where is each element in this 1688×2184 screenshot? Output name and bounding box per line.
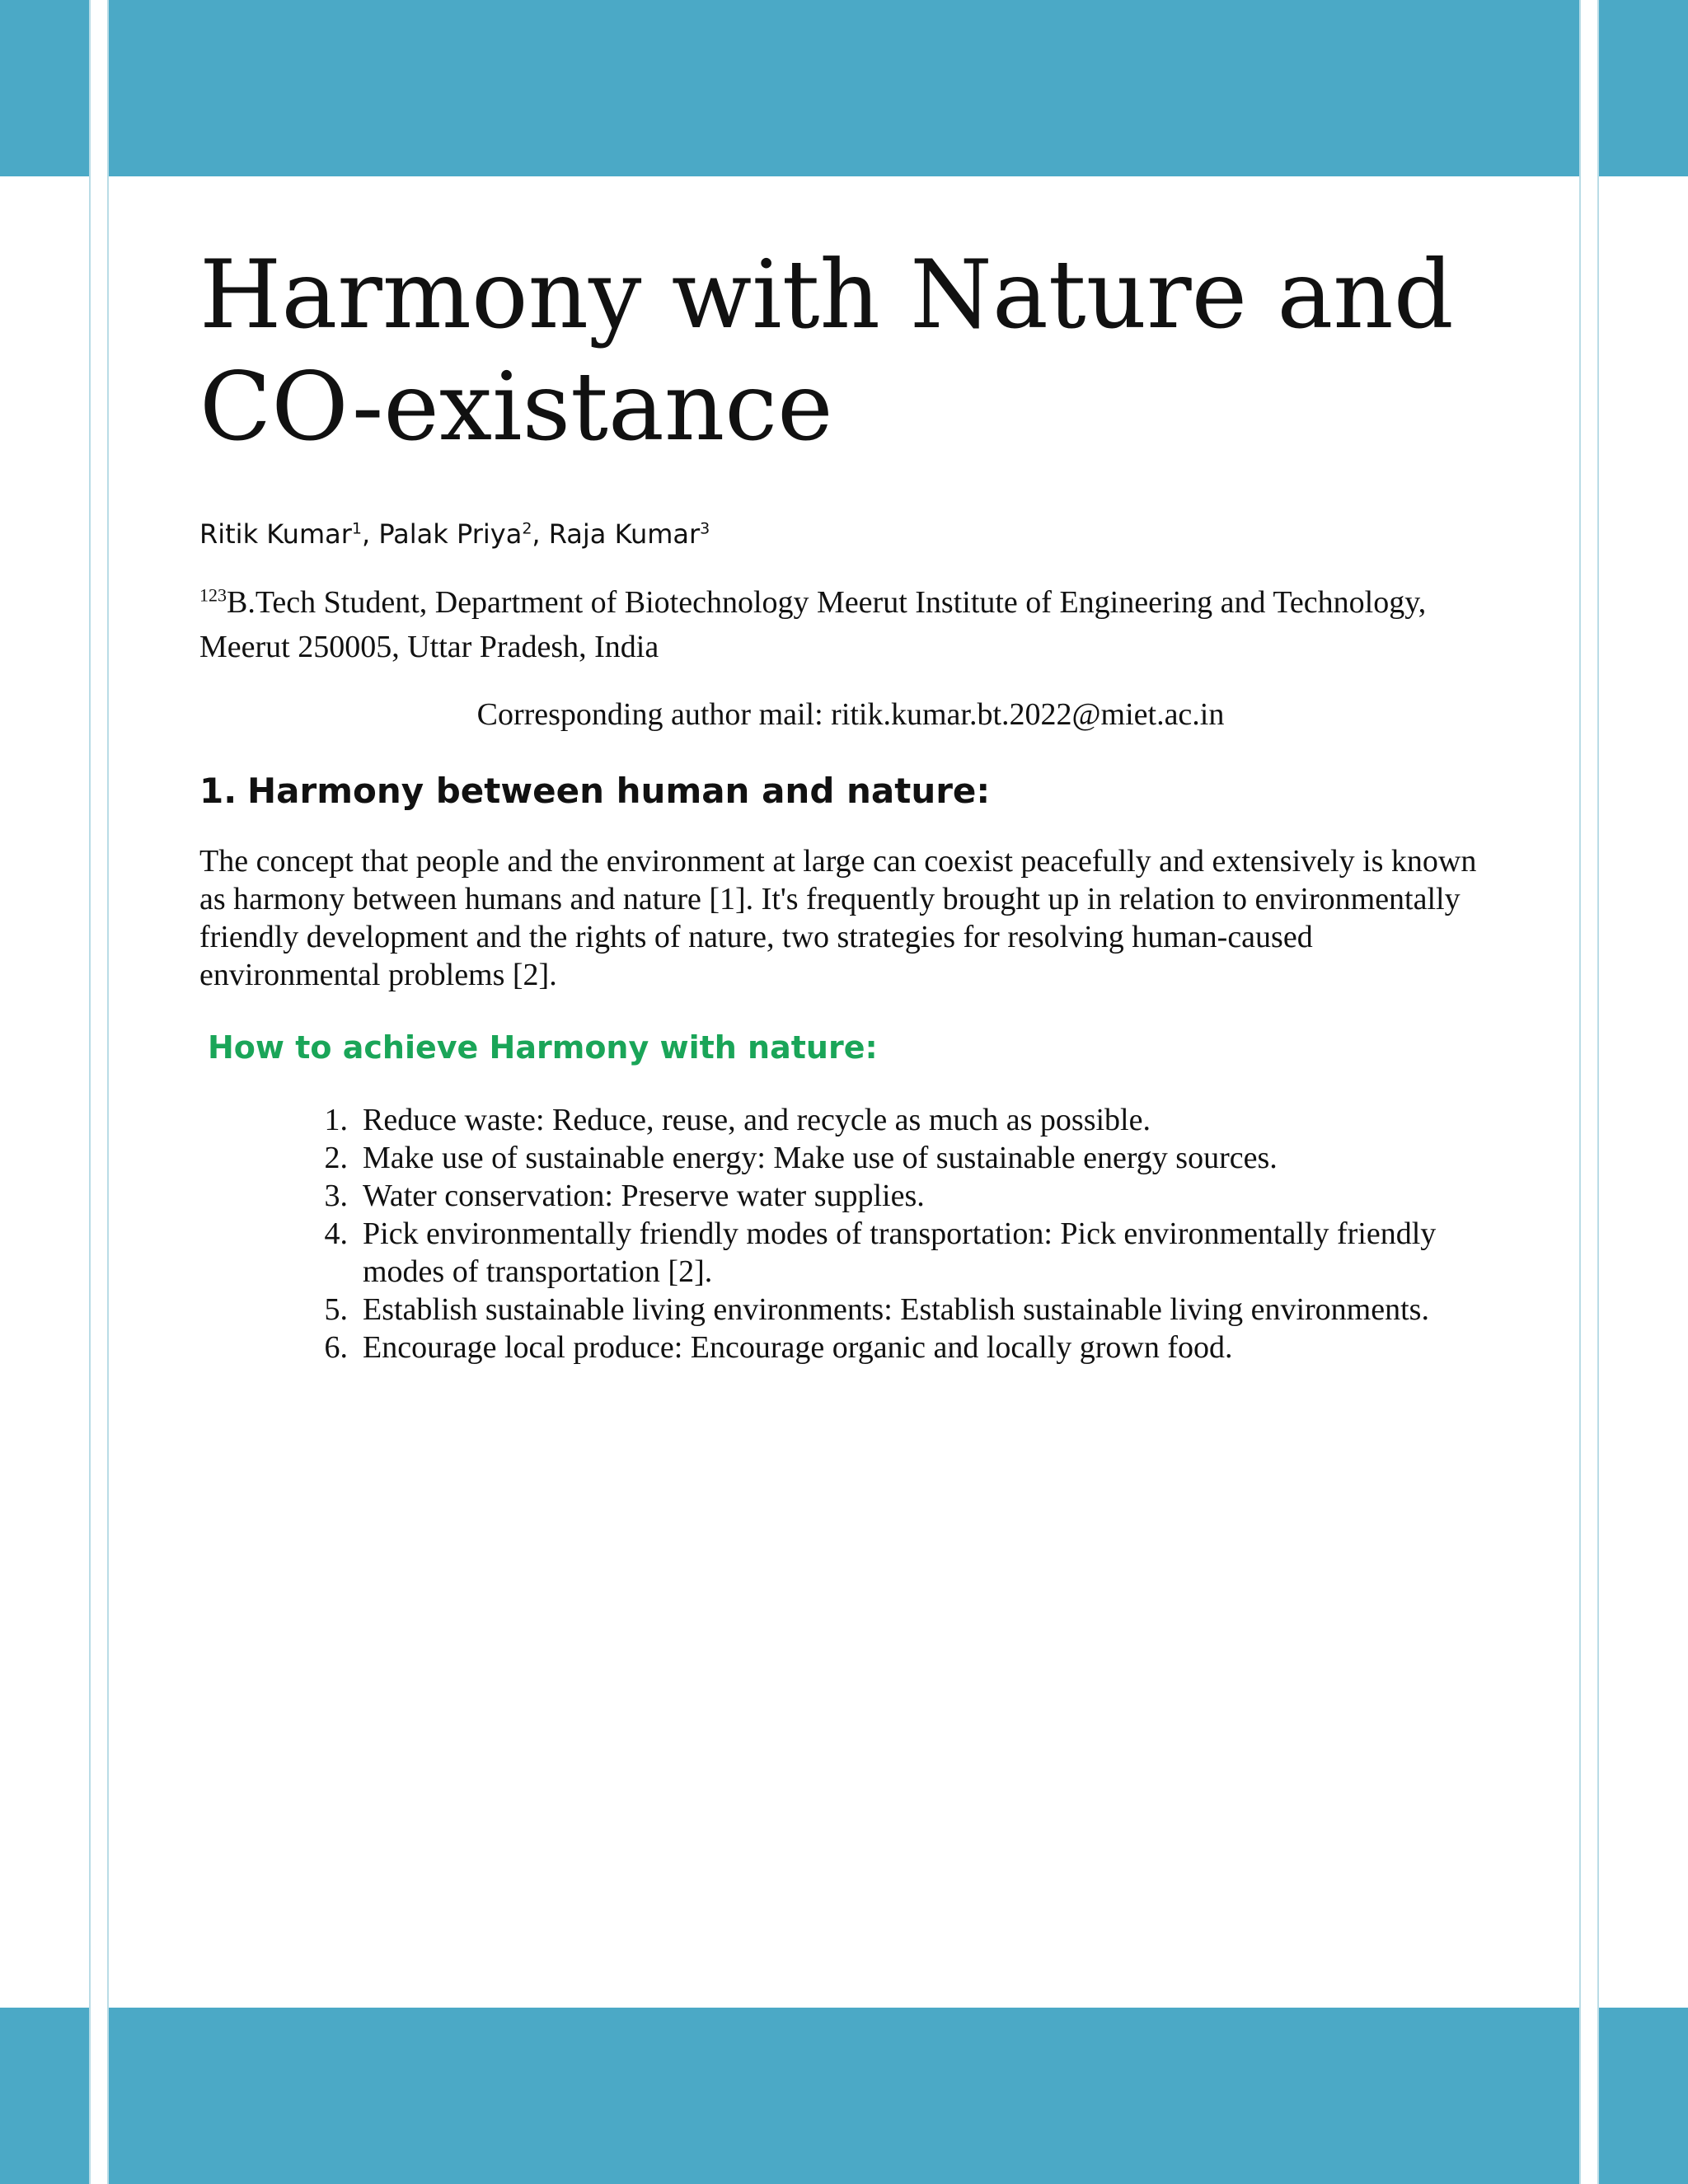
affiliation-text: B.Tech Student, Department of Biotechnology Meerut Institute of Engineering and Technology, Meerut 250005, Uttar Pradesh, India (199, 585, 1427, 664)
author-superscript: 2 (522, 519, 532, 538)
header-band-right (1599, 0, 1688, 176)
document-title: Harmony with Nature and CO-existance (199, 240, 1454, 462)
list-item (297, 1291, 1502, 1329)
frame-line-left-inner (107, 0, 109, 2184)
section-paragraph: The concept that people and the environment at large can coexist peacefully and extensively is known as harmony between humans and nature [1]. It's frequently brought up in relation to environmentally friendly development and the rights of nature, two strategies for resolving human-caused environmental problems [2]. (199, 844, 1477, 992)
frame-line-right (1597, 0, 1599, 2184)
section-heading (199, 766, 1502, 816)
author-separator: , (532, 518, 549, 550)
list-item (297, 1101, 1502, 1139)
author-name: Ritik Kumar (199, 518, 352, 550)
footer-band-left (0, 2008, 89, 2184)
list-text: Make use of sustainable energy: Make use of sustainable energy sources. (363, 1141, 1278, 1175)
list-number: 5. (324, 1292, 348, 1327)
list-text: Reduce waste: Reduce, reuse, and recycle as much as possible. (363, 1103, 1151, 1137)
list-text: Encourage local produce: Encourage organic and locally grown food. (363, 1330, 1233, 1365)
list-item (297, 1215, 1502, 1291)
section-title: Harmony between human and nature: (247, 771, 991, 811)
author-list (199, 516, 1502, 552)
list-number: 1. (324, 1103, 348, 1137)
list-number: 3. (324, 1179, 348, 1213)
affiliation-superscript: 123 (199, 584, 227, 606)
list-number: 4. (324, 1216, 348, 1251)
author-superscript: 3 (700, 519, 710, 538)
section-number: 1. (199, 771, 237, 811)
numbered-list (199, 1101, 1502, 1366)
footer-band (109, 2008, 1579, 2184)
header-band-left (0, 0, 89, 176)
document-content (199, 239, 1502, 1366)
list-item (297, 1329, 1502, 1366)
list-number: 2. (324, 1141, 348, 1175)
author-name: Raja Kumar (548, 518, 701, 550)
header-band (109, 0, 1579, 176)
footer-band-right (1599, 2008, 1688, 2184)
list-number: 6. (324, 1330, 348, 1365)
subheading: How to achieve Harmony with nature: (208, 1029, 878, 1066)
frame-line-right-inner (1579, 0, 1581, 2184)
author-name: Palak Priya (378, 518, 523, 550)
affiliation (199, 580, 1502, 669)
frame-line-left (89, 0, 91, 2184)
corresponding-author: Corresponding author mail: ritik.kumar.bt.2022@miet.ac.in (476, 697, 1225, 732)
list-text: Water conservation: Preserve water supplies. (363, 1179, 925, 1213)
list-item (297, 1177, 1502, 1215)
list-text: Pick environmentally friendly modes of transportation: Pick environmentally friendly modes of transportation [2]. (363, 1216, 1437, 1289)
list-item (297, 1139, 1502, 1177)
author-superscript: 1 (351, 519, 362, 538)
list-text: Establish sustainable living environments: Establish sustainable living environments. (363, 1292, 1429, 1327)
author-separator: , (361, 518, 379, 550)
